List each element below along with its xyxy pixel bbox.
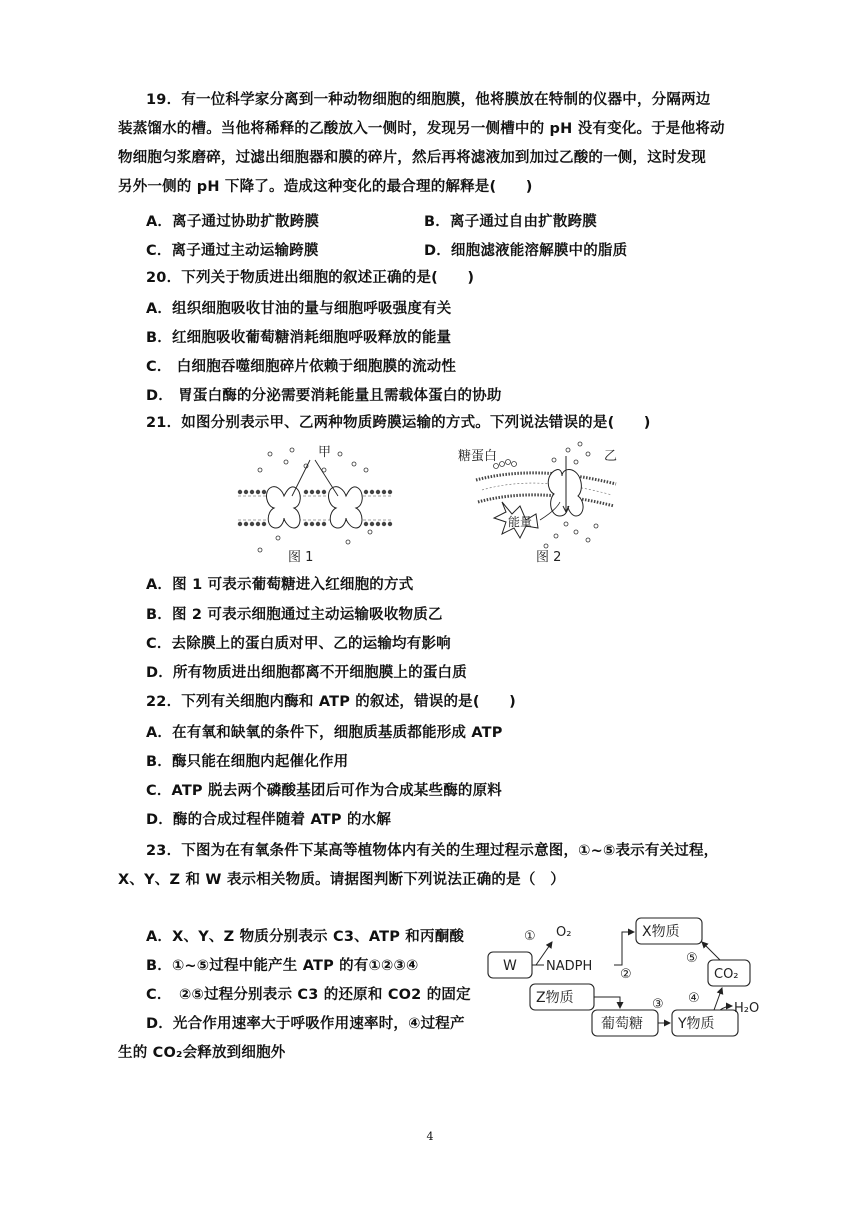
phospholipid-head (262, 490, 266, 494)
phospholipid-head (310, 522, 314, 526)
q23-option-c: C． ②⑤过程分别表示 C3 的还原和 CO2 的固定 (146, 987, 471, 1003)
q21-option-a: A．图 1 可表示葡萄糖进入红细胞的方式 (146, 577, 414, 593)
phospholipid-head (244, 522, 248, 526)
phospholipid-head (250, 490, 254, 494)
phospholipid-head (256, 522, 260, 526)
phospholipid-head (244, 490, 248, 494)
phospholipid-head (238, 522, 242, 526)
q21-option-b: B．图 2 可表示细胞通过主动运输吸收物质乙 (146, 607, 443, 623)
q21-option-c: C．去除膜上的蛋白质对甲、乙的运输均有影响 (146, 636, 451, 652)
q19-stem-line-2: 装蒸馏水的槽。当他将稀释的乙酸放入一侧时，发现另一侧槽中的 pH 没有变化。于是他将动 (118, 121, 725, 137)
q19-stem-line-4: 另外一侧的 pH 下降了。造成这种变化的最合理的解释是( ) (118, 179, 533, 195)
q22-option-b: B．酶只能在细胞内起催化作用 (146, 754, 349, 770)
phospholipid-head (316, 522, 320, 526)
phospholipid-head (238, 490, 242, 494)
phospholipid-head (388, 490, 392, 494)
phospholipid-head (304, 490, 308, 494)
q23-option-d-continued: 生的 CO₂会释放到细胞外 (118, 1045, 286, 1061)
membrane-figure-1 (230, 440, 400, 565)
label-h2o: H₂O (734, 1001, 760, 1016)
phospholipid-head (370, 490, 374, 494)
q23-option-d: D．光合作用速率大于呼吸作用速率时，④过程产 (146, 1016, 465, 1032)
q19-option-d: D．细胞滤液能溶解膜中的脂质 (424, 243, 628, 259)
q19-stem-line-1: 19．有一位科学家分离到一种动物细胞的细胞膜，他将膜放在特制的仪器中，分隔两边 (146, 92, 711, 108)
label-y: Y物质 (678, 1016, 715, 1032)
q20-option-b: B．红细胞吸收葡萄糖消耗细胞呼吸释放的能量 (146, 330, 452, 346)
label-step-3: ③ (652, 997, 664, 1012)
label-x: X物质 (642, 924, 680, 940)
q23-option-b: B．①~⑤过程中能产生 ATP 的有①②③④ (146, 958, 419, 974)
q21-option-d: D．所有物质进出细胞都离不开细胞膜上的蛋白质 (146, 665, 467, 681)
process-diagram (484, 912, 774, 1040)
phospholipid-head (382, 522, 386, 526)
membrane-figure-2 (456, 440, 626, 565)
page-number: 4 (426, 1130, 434, 1143)
figure2-label-yi: 乙 (604, 449, 618, 464)
label-step-2: ② (620, 967, 632, 982)
phospholipid-head (364, 522, 368, 526)
q23-option-a: A．X、Y、Z 物质分别表示 C3、ATP 和丙酮酸 (146, 929, 465, 945)
phospholipid-head (256, 490, 260, 494)
phospholipid-head (388, 522, 392, 526)
figure2-label-glycoprotein: 糖蛋白 (458, 449, 498, 464)
figure1-caption: 图 1 (288, 550, 314, 565)
q23-stem-line-2: X、Y、Z 和 W 表示相关物质。请据图判断下列说法正确的是（ ） (118, 872, 565, 888)
phospholipid-head (262, 522, 266, 526)
q21-stem: 21．如图分别表示甲、乙两种物质跨膜运输的方式。下列说法错误的是( ) (146, 415, 651, 431)
q20-option-a: A．组织细胞吸收甘油的量与细胞呼吸强度有关 (146, 301, 452, 317)
figure1-label-jia: 甲 (318, 445, 332, 460)
q19-option-b: B．离子通过自由扩散跨膜 (424, 214, 597, 230)
q20-option-d: D． 胃蛋白酶的分泌需要消耗能量且需载体蛋白的协助 (146, 388, 502, 404)
label-co2: CO₂ (714, 967, 739, 982)
label-glucose: 葡萄糖 (601, 1016, 643, 1032)
q20-option-c: C． 白细胞吞噬细胞碎片依赖于细胞膜的流动性 (146, 359, 457, 375)
q19-stem-line-3: 物细胞匀浆磨碎，过滤出细胞器和膜的碎片，然后再将滤液加到加过乙酸的一侧，这时发现 (118, 150, 706, 166)
label-o2: O₂ (556, 925, 572, 940)
figure2-caption: 图 2 (536, 550, 562, 565)
q20-stem: 20．下列关于物质进出细胞的叙述正确的是( ) (146, 270, 475, 286)
phospholipid-head (370, 522, 374, 526)
label-z: Z物质 (536, 990, 574, 1006)
label-step-1: ① (524, 929, 536, 944)
q22-stem: 22．下列有关细胞内酶和 ATP 的叙述，错误的是( ) (146, 694, 516, 710)
phospholipid-head (322, 490, 326, 494)
q22-option-d: D．酶的合成过程伴随着 ATP 的水解 (146, 812, 392, 828)
figure2-label-energy: 能量 (508, 515, 533, 529)
label-w: W (503, 958, 517, 974)
q19-option-a: A．离子通过协助扩散跨膜 (146, 214, 320, 230)
phospholipid-head (304, 522, 308, 526)
phospholipid-head (382, 490, 386, 494)
phospholipid-head (250, 522, 254, 526)
q23-stem-line-1: 23．下图为在有氧条件下某高等植物体内有关的生理过程示意图，①~⑤表示有关过程， (146, 843, 719, 859)
phospholipid-head (364, 490, 368, 494)
phospholipid-head (376, 522, 380, 526)
phospholipid-head (316, 490, 320, 494)
phospholipid-head (376, 490, 380, 494)
q22-option-c: C．ATP 脱去两个磷酸基团后可作为合成某些酶的原料 (146, 783, 503, 799)
q22-option-a: A．在有氧和缺氧的条件下，细胞质基质都能形成 ATP (146, 725, 503, 741)
phospholipid-head (322, 522, 326, 526)
label-step-4: ④ (688, 991, 700, 1006)
label-step-5: ⑤ (686, 951, 698, 966)
phospholipid-head (310, 490, 314, 494)
label-nadph: NADPH (546, 959, 593, 974)
q19-option-c: C．离子通过主动运输跨膜 (146, 243, 319, 259)
